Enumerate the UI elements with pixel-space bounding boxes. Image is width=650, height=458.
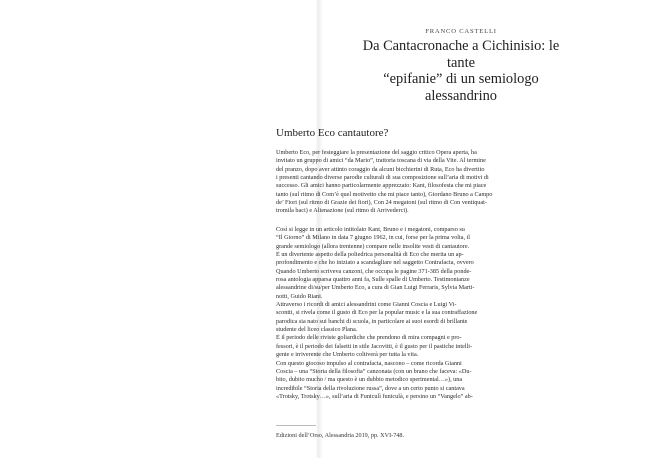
text-line: de’ Fiori (sul ritmo di Grazie dei fiori), Con 24 megatoni (sul ritmo di Con ventiquat- bbox=[276, 199, 487, 207]
intro-paragraph bbox=[276, 149, 580, 216]
text-line: del pranzo, dopo aver attinto coraggio da alcuni bicchierini di Ruta, Eco ha divertito bbox=[276, 165, 485, 173]
text-line: parodica sia nato sui banchi di scuola, in particolare ai suoi esordi di brillante bbox=[276, 317, 468, 325]
title-line: “epifanie” di un semiologo alessandrino bbox=[383, 71, 539, 104]
footnote-rule bbox=[276, 425, 316, 426]
footnote: Edizioni dell’Orso, Alessandria 2019, pp. XVI-748. bbox=[276, 432, 405, 439]
text-line: Con questo giocoso impulso al contrafacta, nascono – come ricorda Gianni bbox=[276, 359, 462, 367]
text-line: rosa antologia apparsa quattro anni fa, Sulle spalle di Umberto. Testimonianze bbox=[276, 276, 470, 284]
text-line: “Il Giorno” di Milano in data 7 giugno 1962, in cui, forse per la prima volta, il bbox=[276, 234, 471, 242]
text-line: tanto (sul ritmo di Com’è quel motivetto che mi piace tanto), Giordano Bruno a Campo bbox=[276, 190, 493, 198]
text-line: incredibile “Storia della rivoluzione russa”, dove a un certo punto si cantava bbox=[276, 384, 465, 392]
text-line: fessori, è il periodo dei falsetti in stile Jacovitti, è il gusto per il pastiche intelli- bbox=[276, 342, 473, 350]
article-title bbox=[348, 38, 574, 104]
text-line: profondimento e che ho iniziato a scandagliare nel saggetto Contrafacta, ovvero bbox=[276, 259, 474, 267]
text-line: notti, Guido Riani. bbox=[276, 292, 323, 300]
text-line: È un divertente aspetto della poliedrica personalità di Eco che merita un ap- bbox=[276, 251, 464, 259]
text-line: Così si legge in un articolo intitolato Kant, Bruno e i megatoni, comparso su bbox=[276, 226, 465, 233]
text-line: tromila baci) e Alienazione (sul ritmo di Arrivederci). bbox=[276, 207, 409, 215]
text-line: bito, dubito mucho / ma questo è un dubbio metodico sperimental…»), una bbox=[276, 376, 463, 384]
text-line: i presenti cantando diverse parodie culturali di sua composizione sull’aria di motivi di bbox=[276, 174, 489, 182]
text-line: Attraverso i ricordi di amici alessandrini come Gianni Coscia e Luigi Vi- bbox=[276, 301, 457, 309]
text-line: È il periodo delle riviste goliardiche che prendono di mira compagni e pro- bbox=[276, 334, 462, 342]
text-line: Quando Umberto scriveva canzoni, che occupa le pagine 371-385 della ponde- bbox=[276, 267, 472, 275]
running-head: FRANCO CASTELLI bbox=[425, 28, 497, 35]
text-line: studente del liceo classico Plana. bbox=[276, 326, 358, 334]
text-line: successo. Gli amici hanno particolarmente apprezzato: Kant, filosofesta che mi piace bbox=[276, 182, 487, 190]
text-line: gente e irriverente che Umberto coltiverà per tutta la vita. bbox=[276, 351, 419, 359]
text-line: Coscia – una “Storia della filosofia” canzonata (con un brano che faceva: «Du- bbox=[276, 367, 472, 375]
text-line: Umberto Eco, per festeggiare la presentazione del saggio critico Opera aperta, ha bbox=[276, 149, 477, 156]
text-line: grande semiologo (allora trentenne) compare nelle insolite vesti di cantautore. bbox=[276, 242, 470, 250]
text-line: alessandrine di/su/per Umberto Eco, a cura di Gian Luigi Ferraris, Sylvia Marti- bbox=[276, 284, 475, 292]
main-text bbox=[276, 226, 580, 401]
section-heading: Umberto Eco cantautore? bbox=[276, 127, 389, 139]
text-line: invitato un gruppo di amici “da Mario”, trattoria toscana di via della Vite. Al termine bbox=[276, 157, 486, 165]
text-line: «Trotsky, Trotsky…», sull’aria di Funiculì funiculà, e persino un “Vangelo” ab- bbox=[276, 392, 473, 400]
title-line: Da Cantacronache a Cichinisio: le tante bbox=[362, 38, 560, 71]
left-page bbox=[0, 0, 318, 458]
text-line: scontti, si rivela come il gusto di Eco per la popular music e la sua contraffazione bbox=[276, 309, 478, 317]
